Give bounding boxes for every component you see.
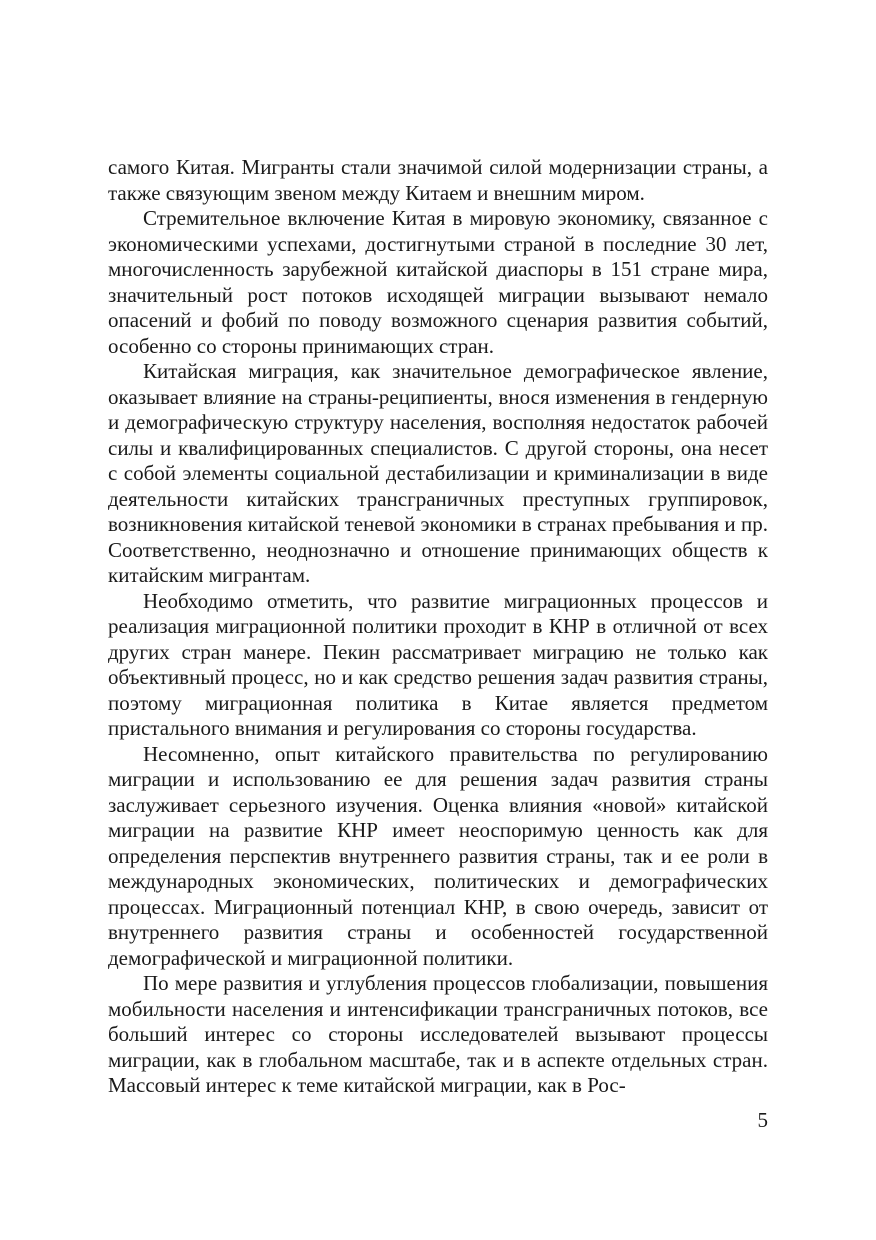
paragraph: Необходимо отметить, что развитие миграционных процессов и реализация миграционной политики проходит в КНР в отличной от всех других стран манере. Пекин рассматривает миграцию не только как объективный процесс, но и как средство решения задач развития страны, поэтому миграционная политика в Китае является предметом пристального внимания и регулирования со стороны государства.: [108, 588, 768, 740]
paragraph: Стремительное включение Китая в мировую экономику, связанное с экономическими успехами, достигнутыми страной в последние 30 лет, многочисленность зарубежной китайской диаспоры в 151 стране мира, значительный рост потоков исходящей миграции вызывают немало опасений и фобий по поводу возможного сценария развития событий, особенно со стороны принимающих стран.: [108, 206, 768, 358]
paragraph: Несомненно, опыт китайского правительства по регулированию миграции и использованию ее для решения задач развития страны заслуживает серьезного изучения. Оценка влияния «новой» китайской миграции на развитие КНР имеет неоспоримую ценность как для определения перспектив внутреннего развития страны, так и ее роли в международных экономических, политических и демографических процессах. Миграционный потенциал КНР, в свою очередь, зависит от внутреннего развития страны и особенностей государственной демографической и миграционной политики.: [108, 741, 768, 970]
paragraph: Китайская миграция, как значительное демографическое явление, оказывает влияние на страны-реципиенты, внося изменения в гендерную и демографическую структуру населения, восполняя недостаток рабочей силы и квалифицированных специалистов. С другой стороны, она несет с собой элементы социальной дестабилизации и криминализации в виде деятельности китайских трансграничных преступных группировок, возникновения китайской теневой экономики в странах пребывания и пр. Соответственно, неоднозначно и отношение принимающих обществ к китайским мигрантам.: [108, 359, 768, 587]
paragraph-continuation: самого Китая. Мигранты стали значимой силой модернизации страны, а также связующим звеном между Китаем и внешним миром.: [108, 155, 768, 205]
body-text: [108, 155, 768, 1099]
paragraph: По мере развития и углубления процессов глобализации, повышения мобильности населения и интенсификации трансграничных потоков, все больший интерес со стороны исследователей вызывают процессы миграции, как в глобальном масштабе, так и в аспекте отдельных стран. Массовый интерес к теме китайской миграции, как в Рос-: [108, 971, 768, 1097]
page-number: 5: [757, 1108, 768, 1132]
